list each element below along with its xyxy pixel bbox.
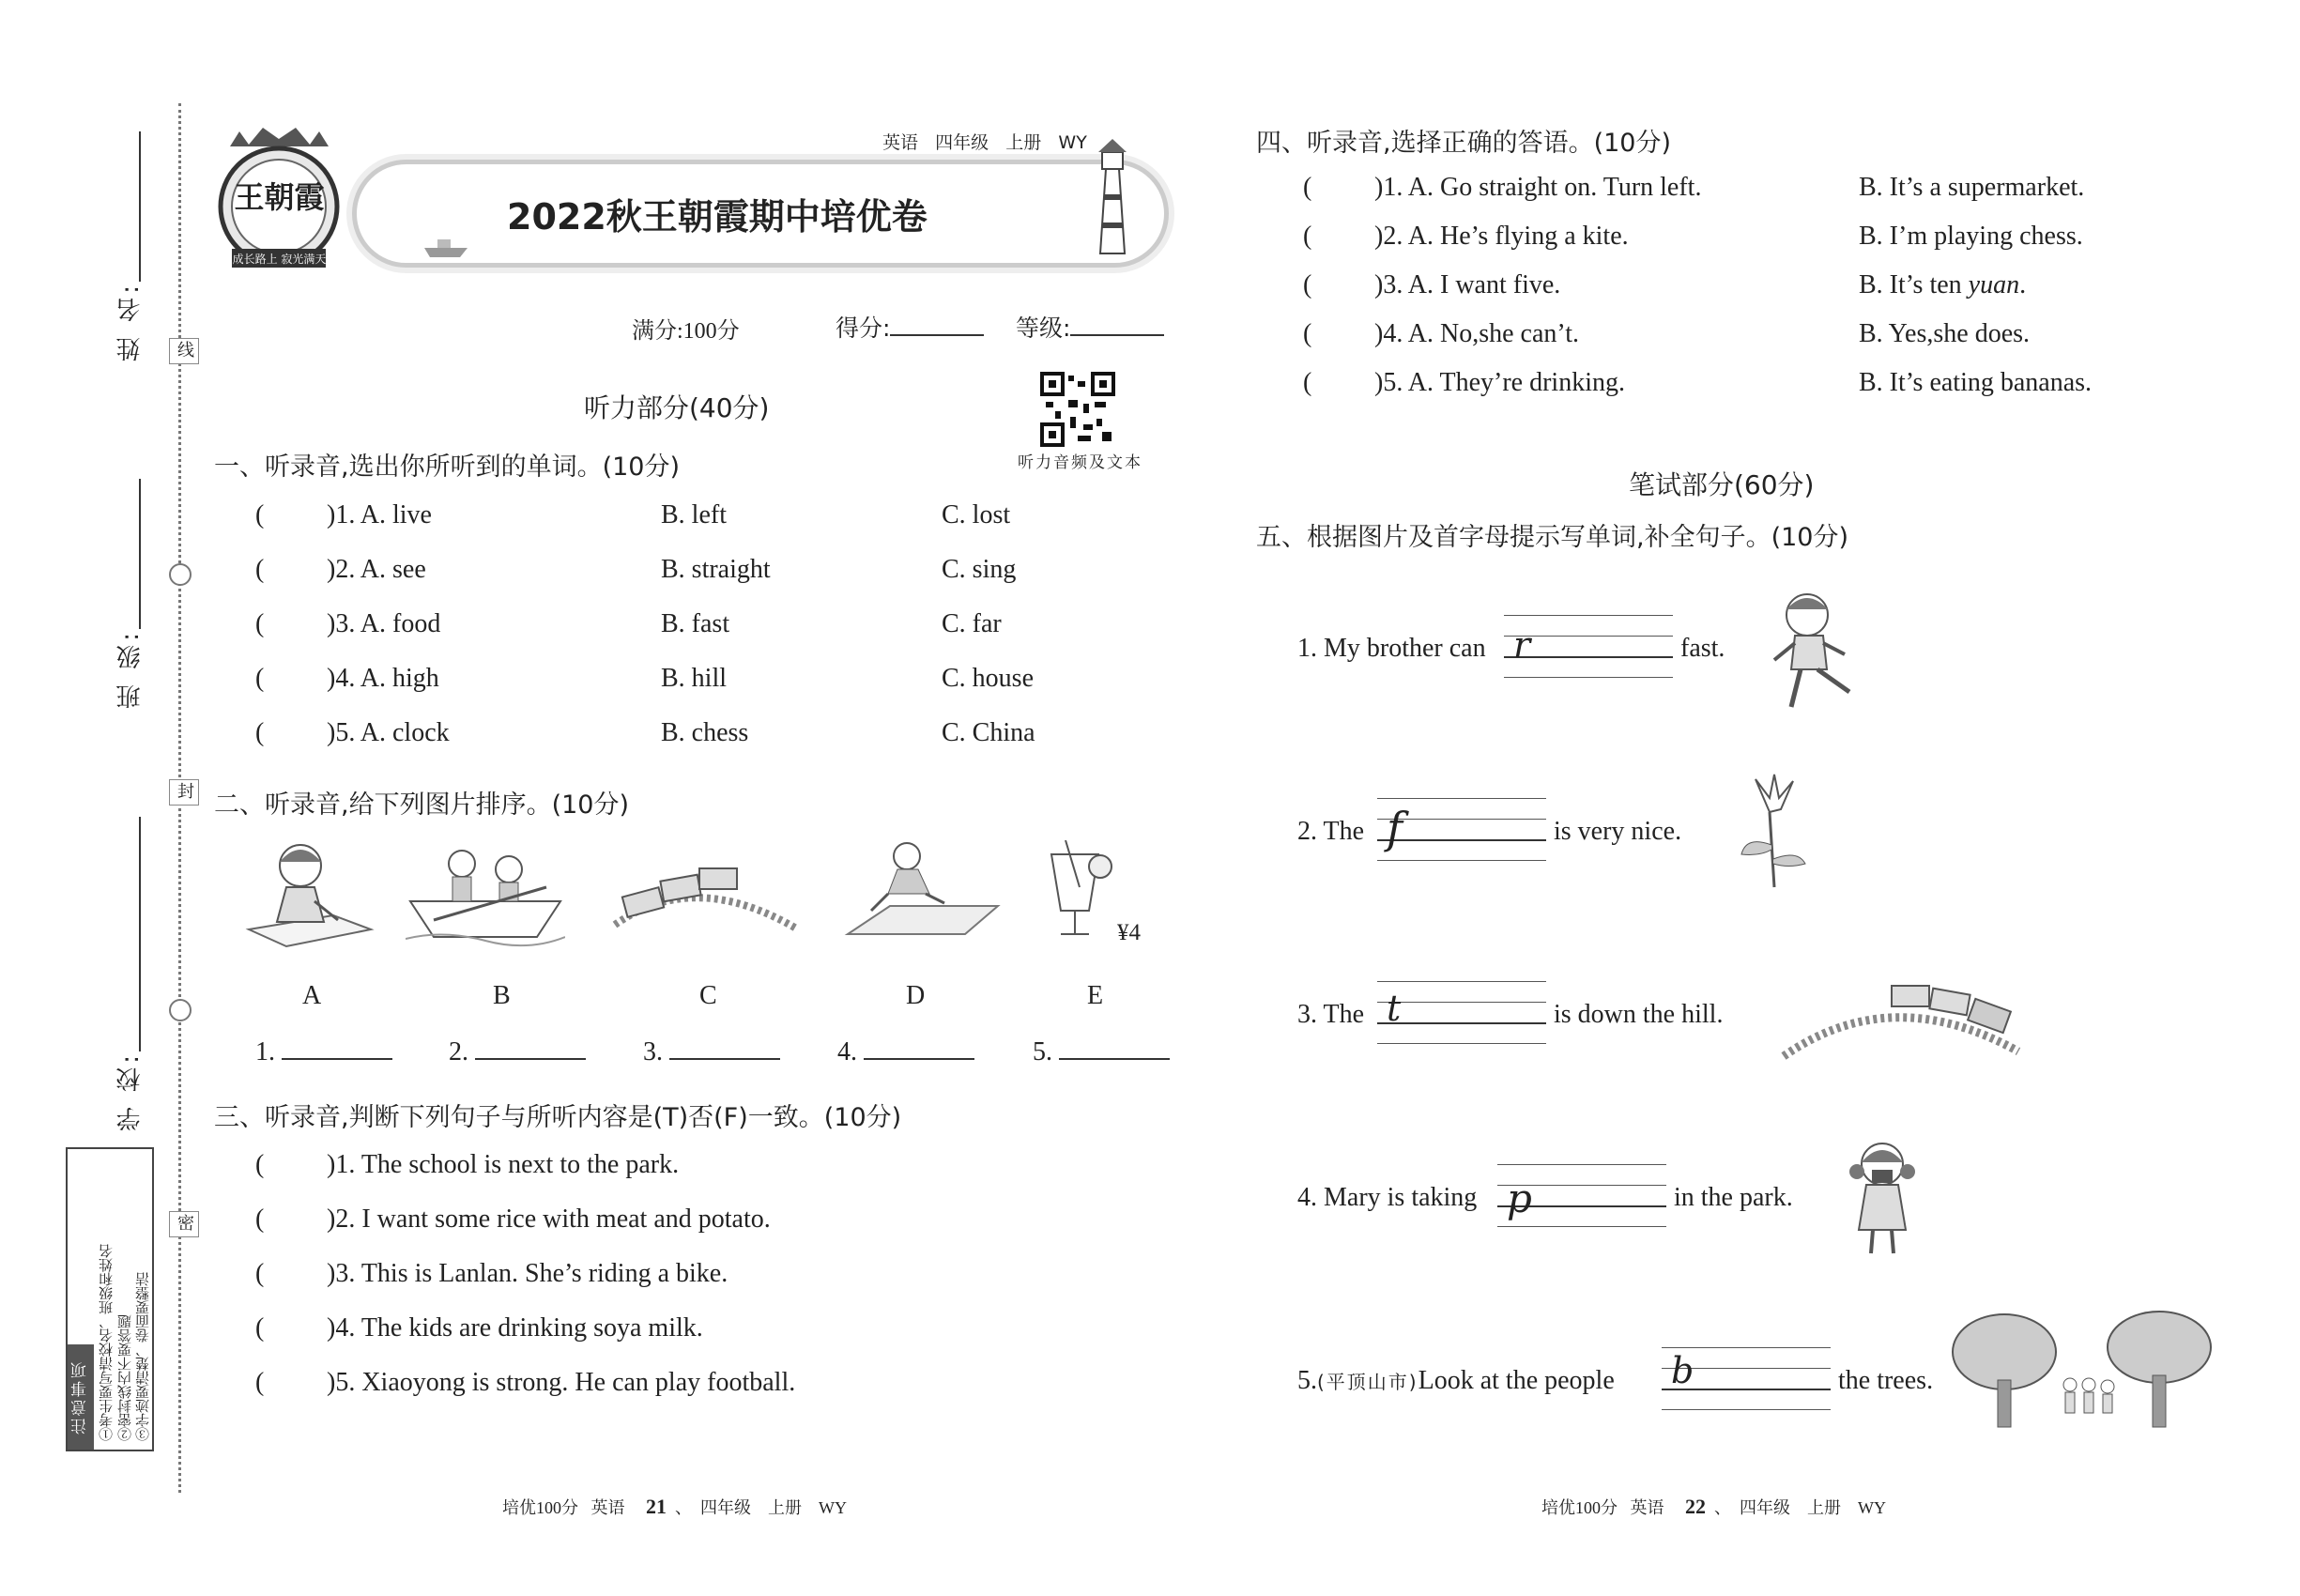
pic-label-c: C (699, 981, 717, 1010)
brand-name: 王朝霞 (234, 179, 325, 215)
class-field-line[interactable] (139, 479, 141, 629)
option-b (1859, 270, 2026, 300)
s5-item-1-letter: r (1513, 624, 1531, 666)
option-a: )4. A. No,she can’t. (1374, 319, 1579, 348)
page-number: 21 (646, 1495, 667, 1518)
footer-term: 上册 (1807, 1498, 1841, 1517)
option-b: B. chess (661, 718, 749, 747)
answer-paren[interactable]: ( (1303, 222, 1312, 251)
option-c: C. sing (942, 555, 1017, 584)
course-edition: WY (1058, 132, 1087, 153)
footer-left: 培优100分 英语 21 、 四年级 上册 WY (502, 1495, 847, 1518)
s3-item-2 (255, 1205, 771, 1235)
option-a: )1. A. Go straight on. Turn left. (1374, 173, 1702, 202)
s5-item-4-post: in the park. (1674, 1183, 1793, 1212)
order-number: 4. (837, 1037, 857, 1067)
option-b-italic: yuan (1968, 270, 2020, 299)
picture-c-train (610, 840, 807, 944)
seal-dot-1 (169, 563, 192, 586)
option-a: )5. A. They’re drinking. (1374, 368, 1625, 397)
pic-label-a: A (302, 981, 322, 1010)
order-blank-3 (643, 1036, 780, 1067)
order-number: 1. (255, 1037, 275, 1067)
option-c: C. far (942, 609, 1002, 638)
option-b: B. It’s a supermarket. (1859, 173, 2085, 202)
school-label: 学 校: (116, 1051, 145, 1132)
option-b: B. I’m playing chess. (1859, 222, 2083, 251)
name-label: 姓 名: (116, 282, 145, 362)
order-blank-4 (837, 1036, 974, 1067)
picture-a-boy-drawing (239, 836, 380, 948)
exam-title: 2022秋王朝霞期中培优卷 (507, 196, 928, 238)
s5-item-1-pre: 1. My brother can (1297, 634, 1486, 663)
s5-item-2-post: is very nice. (1554, 817, 1682, 846)
footer-book: 培优100分 (502, 1498, 578, 1517)
footer-term: 上册 (768, 1498, 802, 1517)
s1-row-4 (255, 664, 1034, 694)
option-c: C. lost (942, 500, 1011, 529)
option-b: B. straight (661, 555, 771, 584)
drink-price: ¥4 (1117, 920, 1141, 945)
s5-item-5-text: Look at the people (1418, 1366, 1615, 1395)
footer-subject: 英语 (590, 1498, 625, 1517)
footer-edition: WY (1858, 1498, 1886, 1517)
footer-book: 培优100分 (1541, 1498, 1618, 1517)
picture-flower (1723, 770, 1817, 892)
s1-row-1 (255, 500, 1011, 530)
cut-mark-1: 线 (169, 338, 199, 364)
order-field[interactable] (864, 1036, 974, 1060)
notice-title: 注意事项 (68, 1344, 94, 1450)
s5-item-5-number: 5. (1297, 1366, 1317, 1395)
ship-icon (422, 235, 469, 259)
order-field[interactable] (669, 1036, 780, 1060)
picture-train-hill (1779, 967, 2023, 1061)
answer-paren[interactable]: ( (255, 1368, 265, 1397)
option-b: B. It’s eating bananas. (1859, 368, 2093, 397)
answer-paren[interactable]: ( (1303, 368, 1312, 397)
footer-edition: WY (819, 1498, 847, 1517)
picture-e-drink (1042, 840, 1127, 944)
s5-item-5-letter: b (1671, 1350, 1694, 1391)
option-b: B. left (661, 500, 727, 529)
s4-row-2 (1303, 222, 2083, 252)
notice-box (66, 1147, 154, 1451)
cut-mark-2: 封 (169, 779, 199, 806)
s5-item-5-pre (1297, 1366, 1615, 1396)
notice-item-2: ②密封线内不要答题 (116, 1314, 133, 1441)
class-label: 班 级: (116, 629, 145, 710)
brand-slogan: 成长路上 寂光满天 (232, 253, 327, 266)
order-field[interactable] (282, 1036, 392, 1060)
option-a: )1. A. live (327, 500, 432, 529)
option-a: )3. A. food (327, 609, 441, 638)
s5-item-1-post: fast. (1680, 634, 1725, 663)
s1-row-3 (255, 609, 1002, 639)
s5-item-4-letter: p (1507, 1175, 1532, 1221)
option-a: )3. A. I want five. (1374, 270, 1561, 299)
grade-field[interactable] (1070, 334, 1164, 336)
s5-item-2-pre: 2. The (1297, 817, 1365, 846)
pic-label-e: E (1087, 981, 1104, 1010)
answer-paren[interactable]: ( (255, 555, 265, 584)
section-4-title: 四、听录音,选择正确的答语。(10分) (1256, 129, 1672, 158)
section-3-title: 三、听录音,判断下列句子与所听内容是(T)否(F)一致。(10分) (214, 1103, 902, 1132)
grade-label (1016, 310, 1164, 344)
pic-label-b: B (493, 981, 511, 1010)
picture-boy-running (1765, 587, 1868, 718)
picture-people-under-trees (1943, 1310, 2216, 1432)
picture-b-rowing-boat (406, 836, 565, 948)
statement: )1. The school is next to the park. (327, 1150, 680, 1179)
s5-item-3-letter: t (1387, 988, 1402, 1029)
footer-subject: 英语 (1630, 1498, 1664, 1517)
order-blank-5 (1033, 1036, 1170, 1067)
answer-paren[interactable]: ( (255, 500, 265, 529)
order-field[interactable] (1059, 1036, 1170, 1060)
answer-paren[interactable]: ( (255, 1150, 265, 1179)
answer-paren[interactable]: ( (1303, 319, 1312, 348)
order-blank-2 (449, 1036, 586, 1067)
option-a: )4. A. high (327, 664, 439, 693)
s5-item-3-post: is down the hill. (1554, 1000, 1724, 1029)
name-field-line[interactable] (139, 131, 141, 282)
qr-code[interactable] (1040, 372, 1115, 447)
full-score: 满分:100分 (632, 319, 740, 344)
option-b: B. hill (661, 664, 728, 693)
page-number: 22 (1685, 1495, 1706, 1518)
course-grade: 四年级 (935, 132, 989, 153)
s1-row-2 (255, 555, 1017, 585)
s3-item-5 (255, 1368, 796, 1398)
answer-paren[interactable]: ( (1303, 270, 1312, 299)
option-b-end: . (2019, 270, 2027, 299)
answer-paren[interactable]: ( (255, 1259, 265, 1288)
cut-mark-3: 密 (169, 1211, 199, 1237)
option-c: C. China (942, 718, 1035, 747)
answer-paren[interactable]: ( (255, 609, 265, 638)
section-2-title: 二、听录音,给下列图片排序。(10分) (214, 790, 630, 820)
option-a: )2. A. see (327, 555, 426, 584)
s5-item-3-pre: 3. The (1297, 1000, 1365, 1029)
s5-item-5-post: the trees. (1838, 1366, 1934, 1395)
order-number: 5. (1033, 1037, 1052, 1067)
option-a: )5. A. clock (327, 718, 450, 747)
grade-label-text: 等级: (1016, 315, 1071, 342)
s5-item-5-source: (平顶山市) (1317, 1371, 1418, 1393)
s4-row-4 (1303, 319, 2031, 349)
order-field[interactable] (475, 1036, 586, 1060)
picture-d-girl-skating (843, 836, 1003, 948)
order-blank-1 (255, 1036, 392, 1067)
statement: )5. Xiaoyong is strong. He can play football. (327, 1368, 796, 1397)
order-number: 2. (449, 1037, 468, 1067)
s5-item-3-writing-lines[interactable] (1377, 981, 1546, 1047)
s4-row-1 (1303, 173, 2085, 203)
answer-paren[interactable]: ( (255, 1313, 265, 1343)
answer-paren[interactable]: ( (255, 1205, 265, 1234)
score-label-text: 得分: (836, 315, 891, 342)
s4-row-5 (1303, 368, 2093, 398)
option-c: C. house (942, 664, 1034, 693)
footer-grade: 四年级 (700, 1498, 751, 1517)
notice-item-1: ①考生要写清校名、班级和姓名 (98, 1244, 115, 1441)
s3-item-3 (255, 1259, 728, 1289)
header-banner (211, 122, 1188, 272)
notice-item-3: ③字迹要清楚、卷面要整洁 (134, 1272, 151, 1441)
option-a: )2. A. He’s flying a kite. (1374, 222, 1629, 251)
school-field-line[interactable] (139, 817, 141, 1051)
s5-item-4-pre: 4. Mary is taking (1297, 1183, 1478, 1212)
score-field[interactable] (890, 334, 984, 336)
picture-girl-camera (1840, 1136, 1924, 1258)
order-number: 3. (643, 1037, 663, 1067)
s3-item-4 (255, 1313, 703, 1343)
option-b-text: B. It’s ten (1859, 270, 1969, 299)
statement: )3. This is Lanlan. She’s riding a bike. (327, 1259, 728, 1288)
answer-paren[interactable]: ( (255, 718, 265, 747)
binding-sidebar (0, 0, 197, 1596)
s4-row-3 (1303, 270, 2027, 300)
s5-item-2-letter: f (1387, 803, 1403, 853)
writing-heading: 笔试部分(60分) (1629, 469, 1815, 500)
answer-paren[interactable]: ( (255, 664, 265, 693)
listening-heading: 听力部分(40分) (584, 392, 770, 423)
footer-right: 培优100分 英语 22 、 四年级 上册 WY (1541, 1495, 1886, 1518)
statement: )4. The kids are drinking soya milk. (327, 1313, 703, 1343)
qr-caption: 听力音频及文本 (1018, 453, 1142, 471)
footer-grade: 四年级 (1740, 1498, 1790, 1517)
option-b: B. fast (661, 609, 730, 638)
s1-row-5 (255, 718, 1035, 748)
lighthouse-icon (1080, 131, 1145, 263)
s3-item-1 (255, 1150, 680, 1180)
course-term: 上册 (1005, 132, 1042, 153)
statement: )2. I want some rice with meat and potato. (327, 1205, 771, 1234)
option-b: B. Yes,she does. (1859, 319, 2031, 348)
course-tag (882, 129, 1087, 154)
pic-label-d: D (906, 981, 926, 1010)
section-1-title: 一、听录音,选出你所听到的单词。(10分) (214, 453, 681, 482)
section-5-title: 五、根据图片及首字母提示写单词,补全句子。(10分) (1256, 523, 1849, 552)
answer-paren[interactable]: ( (1303, 173, 1312, 202)
seal-dot-2 (169, 999, 192, 1021)
course-subject: 英语 (882, 132, 919, 153)
score-label (836, 310, 984, 344)
